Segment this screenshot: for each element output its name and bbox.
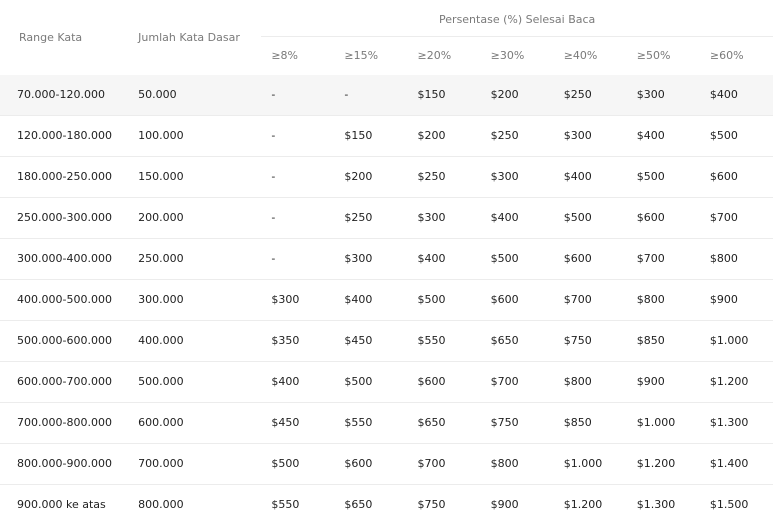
cell-payout-value: $1.000 [700,320,773,361]
cell-payout-value: $1.200 [700,361,773,402]
cell-payout-value: $350 [261,320,334,361]
cell-payout-value: - [261,238,334,279]
cell-range-kata: 180.000-250.000 [0,156,128,197]
table-row [0,279,773,320]
cell-payout-value: $500 [700,115,773,156]
cell-jumlah-kata-dasar: 800.000 [128,484,261,525]
cell-payout-value: $300 [408,197,481,238]
cell-payout-value: $150 [408,75,481,116]
cell-payout-value: $1.000 [627,402,700,443]
cell-payout-value: $1.200 [554,484,627,525]
cell-payout-value: $550 [408,320,481,361]
cell-payout-value: $1.200 [627,443,700,484]
table-row [0,115,773,156]
cell-payout-value: $200 [334,156,407,197]
cell-payout-value: $200 [408,115,481,156]
cell-payout-value: $500 [334,361,407,402]
cell-payout-value: $850 [627,320,700,361]
header-range-kata: Range Kata [19,30,83,44]
cell-range-kata: 70.000-120.000 [0,75,128,116]
cell-jumlah-kata-dasar: 150.000 [128,156,261,197]
cell-payout-value: $650 [408,402,481,443]
table-row [0,320,773,361]
cell-range-kata: 500.000-600.000 [0,320,128,361]
cell-payout-value: $500 [261,443,334,484]
cell-payout-value: $750 [554,320,627,361]
cell-range-kata: 600.000-700.000 [0,361,128,402]
table-header [0,0,773,75]
cell-range-kata: 120.000-180.000 [0,115,128,156]
cell-payout-value: $750 [481,402,554,443]
cell-payout-value: $800 [554,361,627,402]
cell-payout-value: $1.500 [700,484,773,525]
cell-payout-value: $900 [700,279,773,320]
cell-range-kata: 800.000-900.000 [0,443,128,484]
cell-payout-value: $550 [261,484,334,525]
cell-jumlah-kata-dasar: 300.000 [128,279,261,320]
cell-payout-value: $500 [627,156,700,197]
cell-payout-value: $500 [408,279,481,320]
cell-payout-value: $500 [481,238,554,279]
cell-payout-value: $700 [408,443,481,484]
cell-payout-value: $400 [700,75,773,116]
cell-payout-value: $700 [627,238,700,279]
table-row [0,75,773,116]
cell-payout-value: $400 [408,238,481,279]
cell-payout-value: $650 [334,484,407,525]
cell-payout-value: $1.400 [700,443,773,484]
cell-payout-value: $800 [481,443,554,484]
header-jumlah-kata-dasar: Jumlah Kata Dasar [138,30,240,44]
cell-payout-value: $750 [408,484,481,525]
cell-payout-value: $400 [554,156,627,197]
cell-payout-value: $650 [481,320,554,361]
cell-payout-value: - [261,197,334,238]
table-row [0,484,773,525]
cell-payout-value: $600 [627,197,700,238]
cell-payout-value: - [261,75,334,116]
cell-payout-value: $300 [554,115,627,156]
cell-payout-value: $300 [627,75,700,116]
cell-payout-value: $800 [627,279,700,320]
cell-payout-value: - [261,156,334,197]
cell-payout-value: $300 [481,156,554,197]
table-row [0,402,773,443]
cell-range-kata: 900.000 ke atas [0,484,128,525]
cell-range-kata: 300.000-400.000 [0,238,128,279]
cell-jumlah-kata-dasar: 400.000 [128,320,261,361]
cell-payout-value: $600 [554,238,627,279]
cell-payout-value: $500 [554,197,627,238]
cell-payout-value: $250 [334,197,407,238]
header-pct-60: ≥60% [709,49,744,62]
cell-payout-value: $700 [554,279,627,320]
cell-payout-value: $600 [700,156,773,197]
header-pct-15: ≥15% [344,49,379,62]
cell-payout-value: $700 [481,361,554,402]
cell-jumlah-kata-dasar: 600.000 [128,402,261,443]
cell-jumlah-kata-dasar: 200.000 [128,197,261,238]
cell-jumlah-kata-dasar: 250.000 [128,238,261,279]
cell-payout-value: $600 [334,443,407,484]
header-pct-30: ≥30% [490,49,525,62]
cell-payout-value: $400 [627,115,700,156]
cell-jumlah-kata-dasar: 500.000 [128,361,261,402]
header-pct-8: ≥8% [271,49,298,62]
header-pct-50: ≥50% [636,49,671,62]
table-body [0,75,773,525]
cell-payout-value: $450 [261,402,334,443]
table-row [0,238,773,279]
cell-payout-value: $300 [334,238,407,279]
cell-payout-value: $850 [554,402,627,443]
cell-payout-value: $450 [334,320,407,361]
cell-range-kata: 400.000-500.000 [0,279,128,320]
cell-payout-value: $900 [627,361,700,402]
cell-range-kata: 250.000-300.000 [0,197,128,238]
cell-payout-value: $400 [261,361,334,402]
table-row [0,197,773,238]
cell-payout-value: $550 [334,402,407,443]
header-pct-20: ≥20% [417,49,452,62]
cell-payout-value: $600 [408,361,481,402]
cell-payout-value: - [261,115,334,156]
cell-payout-value: $250 [408,156,481,197]
cell-range-kata: 700.000-800.000 [0,402,128,443]
table-row [0,443,773,484]
cell-jumlah-kata-dasar: 50.000 [128,75,261,116]
cell-jumlah-kata-dasar: 700.000 [128,443,261,484]
cell-payout-value: $900 [481,484,554,525]
cell-payout-value: $250 [554,75,627,116]
cell-payout-value: $600 [481,279,554,320]
cell-payout-value: $200 [481,75,554,116]
header-persentase-group: Persentase (%) Selesai Baca [261,0,773,36]
cell-payout-value: $250 [481,115,554,156]
header-pct-40: ≥40% [563,49,598,62]
cell-payout-value: $800 [700,238,773,279]
cell-payout-value: $150 [334,115,407,156]
cell-payout-value: $400 [481,197,554,238]
cell-payout-value: $700 [700,197,773,238]
cell-payout-value: $1.300 [627,484,700,525]
cell-payout-value: $1.300 [700,402,773,443]
cell-jumlah-kata-dasar: 100.000 [128,115,261,156]
cell-payout-value: - [334,75,407,116]
table-row [0,156,773,197]
table-row [0,361,773,402]
cell-payout-value: $1.000 [554,443,627,484]
cell-payout-value: $400 [334,279,407,320]
cell-payout-value: $300 [261,279,334,320]
